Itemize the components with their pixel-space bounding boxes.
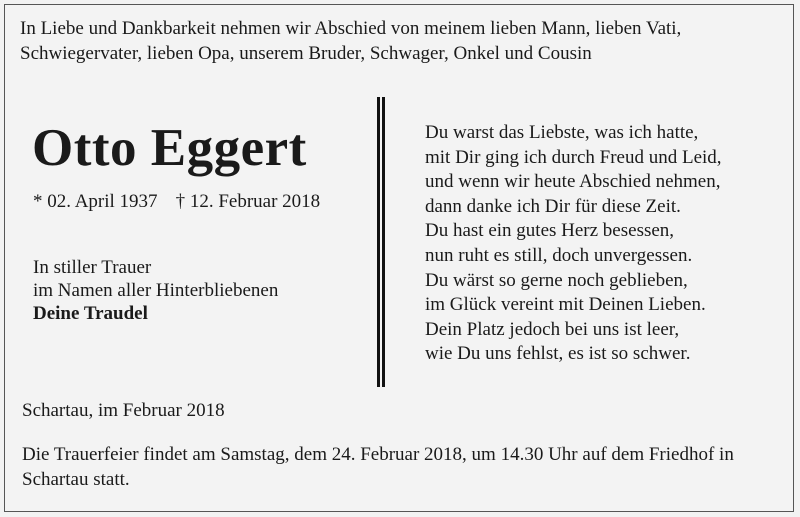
funeral-info: Die Trauerfeier findet am Samstag, dem 24. Februar 2018, um 14.30 Uhr auf dem Friedhof in Schartau statt. [22,444,734,490]
mourners-line: im Namen aller Hinterbliebenen [33,280,279,301]
poem-line: Du warst das Liebste, was ich hatte, [425,122,699,143]
poem-line: im Glück vereint mit Deinen Lieben. [425,294,706,316]
death-date: † 12. Februar 2018 [175,191,321,212]
poem-line: Du wärst so gerne noch geblieben, [425,269,688,291]
poem-line: Du hast ein gutes Herz besessen, [425,220,675,242]
vertical-divider [377,97,380,387]
mourners-line: In stiller Trauer [33,257,152,278]
place-date: Schartau, im Februar 2018 [22,400,225,421]
life-dates [33,190,320,214]
mourners-block [33,256,278,325]
poem-line: dann danke ich Dir für diese Zeit. [425,195,681,217]
poem [425,121,722,367]
poem-line: mit Dir ging ich durch Freud und Leid, [425,146,722,168]
poem-line: wie Du uns fehlst, es ist so schwer. [425,343,691,365]
vertical-divider [382,97,385,387]
deceased-name: Otto Eggert [32,119,307,177]
poem-line: nun ruht es still, doch unvergessen. [425,244,693,266]
birth-date: * 02. April 1937 [33,191,158,212]
mourners-signature: Deine Traudel [33,303,148,324]
poem-line: Dein Platz jedoch bei uns ist leer, [425,318,680,340]
poem-line: und wenn wir heute Abschied nehmen, [425,171,721,193]
intro-text: In Liebe und Dankbarkeit nehmen wir Abschied von meinem lieben Mann, lieben Vati, Schwiegervater, lieben Opa, unserem Bruder, Schwager, Onkel und Cousin [20,18,682,64]
